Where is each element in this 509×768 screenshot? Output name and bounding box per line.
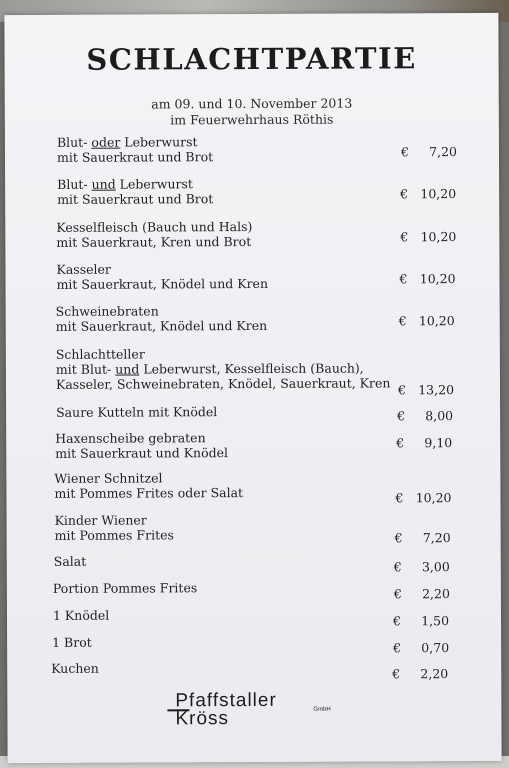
menu-item-line: [51, 659, 411, 676]
menu-item-description: [56, 403, 416, 420]
menu-item: [7, 606, 501, 629]
menu-item: [6, 302, 500, 334]
underlined-word: und: [115, 361, 140, 377]
menu-item-description: [56, 302, 416, 334]
menu-item-description: [57, 133, 417, 165]
menu-item-text: mit Blut-: [55, 361, 116, 377]
menu-sheet: [4, 13, 501, 763]
menu-item-text: Portion Pommes Frites: [52, 580, 198, 596]
menu-item-text: Leberwurst, Kesselfleisch (Bauch),: [139, 360, 364, 377]
menu-item-text: Haxenscheibe gebraten: [55, 430, 206, 446]
menu-item: [6, 345, 500, 398]
logo-line2: Kröss: [175, 708, 230, 730]
currency-symbol: €: [393, 640, 402, 656]
currency-symbol: €: [397, 382, 406, 398]
menu-item: [5, 218, 499, 250]
menu-item: [7, 511, 501, 546]
menu-item-price: [394, 559, 474, 574]
menu-item-text: mit Sauerkraut und Brot: [56, 149, 214, 165]
menu-item-price: [394, 586, 474, 601]
menu-item-text: mit Sauerkraut, Kren und Brot: [56, 234, 252, 250]
menu-item-line: [56, 218, 416, 235]
menu-item-text: Salat: [53, 553, 87, 569]
menu-item-line: [55, 429, 415, 446]
currency-symbol: €: [394, 530, 403, 546]
menu-item-text: mit Sauerkraut, Knödel und Kren: [55, 317, 268, 334]
menu-item-line: [57, 148, 417, 165]
menu-item-line: [56, 302, 416, 319]
menu-item-text: Schlachtteller: [55, 346, 145, 362]
menu-item-line: [57, 133, 417, 150]
menu-item-line: [54, 552, 414, 569]
currency-symbol: €: [399, 271, 408, 287]
menu-item-price: [393, 613, 473, 628]
price-amount: 3,00: [421, 559, 450, 575]
price-amount: 1,50: [421, 613, 450, 629]
menu-item-description: [53, 579, 413, 596]
menu-item-line: [56, 403, 416, 420]
menu-item-line: [53, 606, 413, 623]
menu-item: [7, 579, 501, 602]
menu-item-text: 1 Knödel: [52, 607, 110, 623]
price-amount: 2,20: [420, 666, 449, 682]
menu-item-text: Kasseler, Schweinebraten, Knödel, Sauerkraut, Kren: [55, 375, 391, 392]
underlined-word: oder: [91, 134, 121, 150]
logo-line1: Pfaffstaller: [175, 689, 277, 712]
menu-item-text: mit Sauerkraut, Knödel und Kren: [56, 275, 269, 292]
place-line: im Feuerwehrhaus Röthis: [170, 111, 334, 128]
menu-item: [6, 469, 500, 506]
menu-title: SCHLACHTPARTIE: [86, 41, 417, 77]
menu-item-description: [52, 633, 412, 650]
menu-item-line: [54, 484, 414, 501]
menu-item-description: [56, 260, 416, 292]
currency-symbol: €: [392, 666, 401, 682]
menu-item-price: [400, 229, 480, 244]
currency-symbol: €: [392, 613, 402, 629]
menu-item: [7, 552, 501, 575]
menu-item-text: Kasseler: [56, 261, 111, 277]
menu-item-description: [51, 659, 411, 676]
menu-item-price: [399, 313, 479, 328]
price-amount: 10,20: [415, 490, 452, 506]
menu-item-description: [53, 606, 413, 623]
currency-symbol: €: [397, 408, 406, 424]
menu-item-line: [57, 175, 417, 192]
menu-item-line: [55, 444, 415, 461]
menu-item-description: [54, 552, 414, 569]
menu-item-line: [56, 233, 416, 250]
menu-item: [6, 403, 500, 424]
menu-item-price: [398, 382, 478, 397]
menu-item-price: [396, 435, 476, 450]
menu-item-text: Blut-: [57, 176, 92, 192]
currency-symbol: €: [393, 586, 402, 602]
company-logo: [167, 690, 367, 739]
currency-symbol: €: [398, 313, 407, 329]
menu-item-line: [56, 345, 416, 362]
price-amount: 10,20: [418, 313, 455, 329]
menu-item-text: Kuchen: [51, 660, 99, 676]
date-line: am 09. und 10. November 2013: [151, 95, 353, 112]
menu-item-text: mit Sauerkraut und Knödel: [55, 445, 229, 461]
menu-item: [7, 633, 501, 656]
menu-item: [6, 429, 500, 461]
menu-item-text: Kinder Wiener: [54, 512, 147, 528]
menu-item-price: [395, 490, 475, 505]
menu-item-line: [54, 469, 414, 486]
menu-item-text: mit Pommes Frites: [54, 527, 174, 543]
menu-item-line: [53, 579, 413, 596]
menu-item: [5, 260, 499, 292]
menu-item-line: [54, 526, 415, 546]
logo-suffix: GmbH: [313, 706, 331, 713]
menu-item-description: [55, 429, 415, 461]
menu-item-description: [54, 511, 415, 546]
menu-item-description: [56, 345, 416, 392]
menu-item-line: [56, 375, 416, 392]
menu-item-text: Kesselfleisch (Bauch und Hals): [56, 219, 253, 235]
menu-item-price: [395, 530, 475, 545]
price-amount: 9,10: [424, 435, 453, 451]
currency-symbol: €: [395, 490, 404, 506]
price-amount: 7,20: [429, 144, 458, 160]
menu-item-price: [401, 144, 481, 159]
menu-item-line: [52, 633, 412, 650]
menu-item-text: mit Sauerkraut und Brot: [57, 191, 214, 207]
menu-item-description: [56, 218, 416, 250]
menu-item-price: [397, 408, 477, 423]
menu-item-price: [399, 271, 479, 286]
menu-item-price: [393, 640, 473, 655]
menu-item-line: [56, 260, 416, 277]
underlined-word: und: [91, 176, 116, 192]
price-amount: 10,20: [420, 229, 457, 245]
currency-symbol: €: [400, 144, 409, 160]
price-amount: 7,20: [422, 530, 451, 546]
menu-item-text: Schweinebraten: [55, 303, 159, 319]
menu-item: [7, 659, 501, 682]
menu-item-text: Leberwurst: [115, 176, 193, 192]
price-amount: 8,00: [425, 408, 454, 424]
menu-item-description: [57, 175, 417, 207]
menu-item-line: [56, 360, 416, 377]
price-amount: 2,20: [422, 586, 450, 602]
menu-item-line: [56, 317, 416, 334]
menu-item-text: Leberwurst: [120, 134, 198, 150]
menu-item-line: [57, 275, 417, 292]
menu-item: [5, 133, 499, 165]
menu-item-text: Wiener Schnitzel: [54, 470, 163, 486]
currency-symbol: €: [400, 229, 409, 245]
price-amount: 10,20: [420, 186, 457, 202]
currency-symbol: €: [396, 435, 405, 451]
price-amount: 13,20: [418, 382, 455, 398]
menu-item-line: [57, 190, 417, 207]
menu-item-line: [55, 511, 415, 528]
menu-item-price: [392, 666, 472, 681]
menu-item-text: mit Pommes Frites oder Salat: [54, 485, 244, 501]
currency-symbol: €: [400, 186, 409, 202]
menu-item-price: [400, 186, 480, 201]
menu-item-description: [54, 469, 414, 501]
menu-item-text: Blut-: [56, 134, 92, 150]
currency-symbol: €: [393, 559, 402, 575]
price-amount: 0,70: [421, 640, 450, 656]
menu-item-text: 1 Brot: [52, 634, 92, 650]
menu-item: [5, 175, 499, 207]
price-amount: 10,20: [419, 271, 456, 287]
menu-item-text: Saure Kutteln mit Knödel: [56, 404, 218, 420]
